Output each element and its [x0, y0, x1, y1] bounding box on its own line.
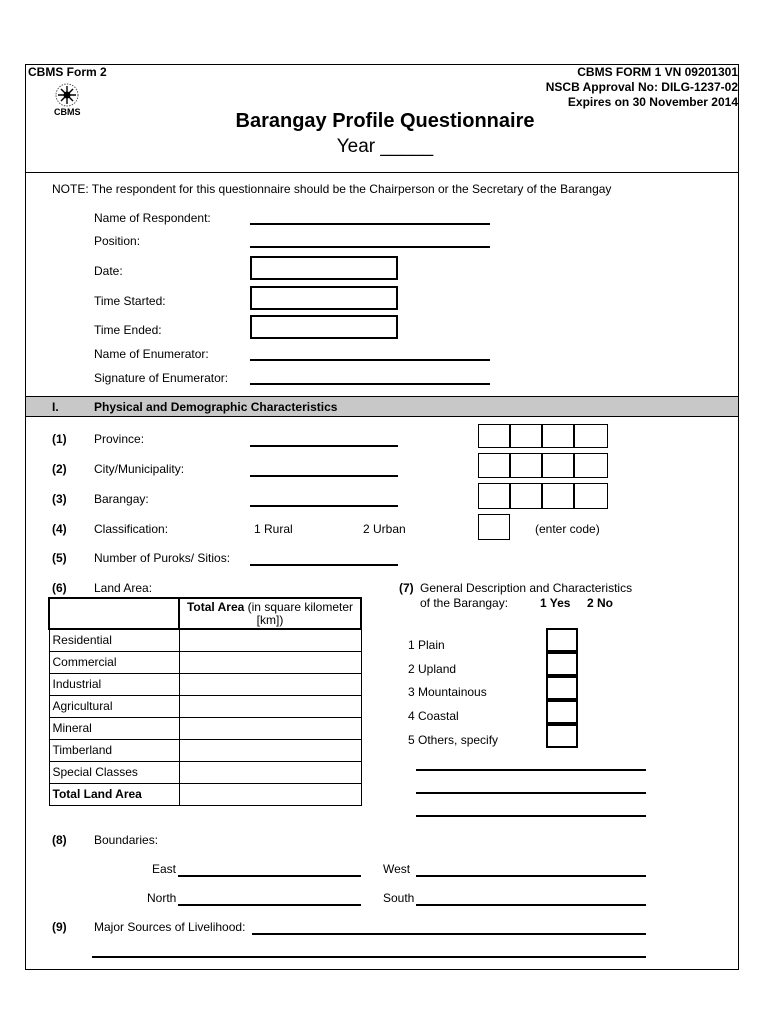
- section-title: Physical and Demographic Characteristics: [94, 400, 338, 414]
- page-title: Barangay Profile Questionnaire: [235, 110, 535, 132]
- livelihood-field-2[interactable]: [92, 956, 646, 958]
- q4-number: (4): [52, 522, 67, 536]
- table-row: [49, 695, 361, 717]
- city-code-box[interactable]: [574, 453, 608, 478]
- table-row: [49, 717, 361, 739]
- land-type-label: Industrial: [49, 673, 179, 695]
- north-field[interactable]: [178, 904, 361, 906]
- form-code-right: CBMS FORM 1 VN 09201301: [577, 65, 738, 79]
- total-area-header: [179, 598, 361, 629]
- land-type-label: Agricultural: [49, 695, 179, 717]
- province-code-box[interactable]: [478, 424, 510, 448]
- q5-label: Number of Puroks/ Sitios:: [94, 551, 231, 565]
- land-area-input[interactable]: [179, 673, 361, 695]
- land-type-label: Timberland: [49, 739, 179, 761]
- time-started-label: Time Started:: [94, 294, 166, 308]
- q6-label: Land Area:: [94, 581, 153, 595]
- cbms-logo-icon: [50, 82, 84, 108]
- land-area-input[interactable]: [179, 717, 361, 739]
- q9-label: Major Sources of Livelihood:: [94, 920, 246, 934]
- north-label: North: [147, 891, 177, 905]
- q3-label: Barangay:: [94, 492, 149, 506]
- land-area-input[interactable]: [179, 695, 361, 717]
- terrain-label: 3 Mountainous: [408, 685, 487, 699]
- q8-number: (8): [52, 833, 67, 847]
- enumerator-label: Name of Enumerator:: [94, 347, 209, 361]
- province-code-box[interactable]: [542, 424, 574, 448]
- city-field[interactable]: [250, 475, 398, 477]
- land-type-label: Special Classes: [49, 761, 179, 783]
- respondent-note: NOTE: The respondent for this questionnaire should be the Chairperson or the Secretary of the Barangay: [52, 182, 612, 196]
- year-field: Year _____: [336, 136, 434, 157]
- cbms-logo: [50, 82, 84, 108]
- terrain-others-box[interactable]: [546, 724, 578, 748]
- land-area-table: [48, 597, 362, 806]
- q1-label: Province:: [94, 432, 145, 446]
- puroks-field[interactable]: [250, 564, 398, 566]
- province-field[interactable]: [250, 445, 398, 447]
- position-label: Position:: [94, 234, 141, 248]
- q7-yes: 1 Yes: [540, 596, 571, 610]
- terrain-coastal-box[interactable]: [546, 700, 578, 724]
- q7-number: (7): [399, 581, 414, 595]
- time-ended-label: Time Ended:: [94, 323, 162, 337]
- land-area-input[interactable]: [179, 651, 361, 673]
- livelihood-field[interactable]: [252, 933, 646, 935]
- land-type-label: Commercial: [49, 651, 179, 673]
- time-started-field[interactable]: [250, 286, 398, 310]
- expiry-date: Expires on 30 November 2014: [567, 95, 738, 109]
- total-area-header-unit: (in square kilometer: [244, 599, 354, 614]
- q2-number: (2): [52, 462, 67, 476]
- province-code-box[interactable]: [510, 424, 542, 448]
- total-land-area-input[interactable]: [179, 783, 361, 805]
- q8-label: Boundaries:: [94, 833, 159, 847]
- nscb-approval: NSCB Approval No: DILG-1237-02: [545, 80, 738, 94]
- header-divider: [25, 172, 739, 173]
- east-label: East: [152, 862, 177, 876]
- q5-number: (5): [52, 551, 67, 565]
- province-code-box[interactable]: [574, 424, 608, 448]
- total-area-header-unit2: [km]): [256, 612, 284, 627]
- enumerator-field[interactable]: [250, 359, 490, 361]
- classification-code-box[interactable]: [478, 514, 510, 540]
- city-code-box[interactable]: [542, 453, 574, 478]
- east-field[interactable]: [178, 875, 361, 877]
- q6-number: (6): [52, 581, 67, 595]
- table-header-blank: [49, 598, 179, 629]
- q3-number: (3): [52, 492, 67, 506]
- terrain-label: 2 Upland: [408, 662, 457, 676]
- south-label: South: [383, 891, 415, 905]
- others-specify-line[interactable]: [416, 815, 646, 817]
- barangay-code-box[interactable]: [478, 483, 510, 509]
- q7-label: General Description and Characteristics: [420, 581, 633, 595]
- signature-label: Signature of Enumerator:: [94, 371, 229, 385]
- land-type-label: Residential: [49, 629, 179, 651]
- table-row: [49, 651, 361, 673]
- date-label: Date:: [94, 264, 123, 278]
- total-land-area-label: Total Land Area: [49, 783, 179, 805]
- barangay-code-box[interactable]: [510, 483, 542, 509]
- terrain-plain-box[interactable]: [546, 628, 578, 652]
- terrain-upland-box[interactable]: [546, 652, 578, 676]
- respondent-name-label: Name of Respondent:: [94, 211, 211, 225]
- form-code-left: CBMS Form 2: [28, 65, 107, 79]
- land-type-label: Mineral: [49, 717, 179, 739]
- q7-label-2: of the Barangay:: [420, 596, 509, 610]
- others-specify-line[interactable]: [416, 769, 646, 771]
- logo-text: CBMS: [54, 107, 81, 117]
- terrain-mountainous-box[interactable]: [546, 676, 578, 700]
- city-code-box[interactable]: [510, 453, 542, 478]
- land-area-input[interactable]: [179, 629, 361, 651]
- respondent-name-field[interactable]: [250, 223, 490, 225]
- table-row: [49, 739, 361, 761]
- time-ended-field[interactable]: [250, 315, 398, 339]
- west-field[interactable]: [416, 875, 646, 877]
- land-area-input[interactable]: [179, 761, 361, 783]
- q1-number: (1): [52, 432, 67, 446]
- table-header-row: [49, 598, 361, 629]
- classification-urban: 2 Urban: [363, 522, 406, 536]
- terrain-label: 5 Others, specify: [408, 733, 499, 747]
- barangay-code-box[interactable]: [574, 483, 608, 509]
- date-field[interactable]: [250, 256, 398, 280]
- south-field[interactable]: [416, 904, 646, 906]
- table-row: [49, 761, 361, 783]
- signature-field[interactable]: [250, 383, 490, 385]
- table-total-row: [49, 783, 361, 805]
- position-field[interactable]: [250, 246, 490, 248]
- table-row: [49, 673, 361, 695]
- city-code-box[interactable]: [478, 453, 510, 478]
- west-label: West: [383, 862, 411, 876]
- terrain-label: 4 Coastal: [408, 709, 459, 723]
- enter-code-hint: (enter code): [535, 522, 600, 536]
- barangay-field[interactable]: [250, 505, 398, 507]
- classification-rural: 1 Rural: [254, 522, 293, 536]
- q9-number: (9): [52, 920, 67, 934]
- terrain-label: 1 Plain: [408, 638, 445, 652]
- q2-label: City/Municipality:: [94, 462, 185, 476]
- others-specify-line[interactable]: [416, 792, 646, 794]
- table-row: [49, 629, 361, 651]
- barangay-code-box[interactable]: [542, 483, 574, 509]
- land-area-input[interactable]: [179, 739, 361, 761]
- total-area-header-bold: Total Area: [186, 599, 245, 614]
- section-number: I.: [52, 400, 59, 414]
- q7-no: 2 No: [587, 596, 614, 610]
- q4-label: Classification:: [94, 522, 169, 536]
